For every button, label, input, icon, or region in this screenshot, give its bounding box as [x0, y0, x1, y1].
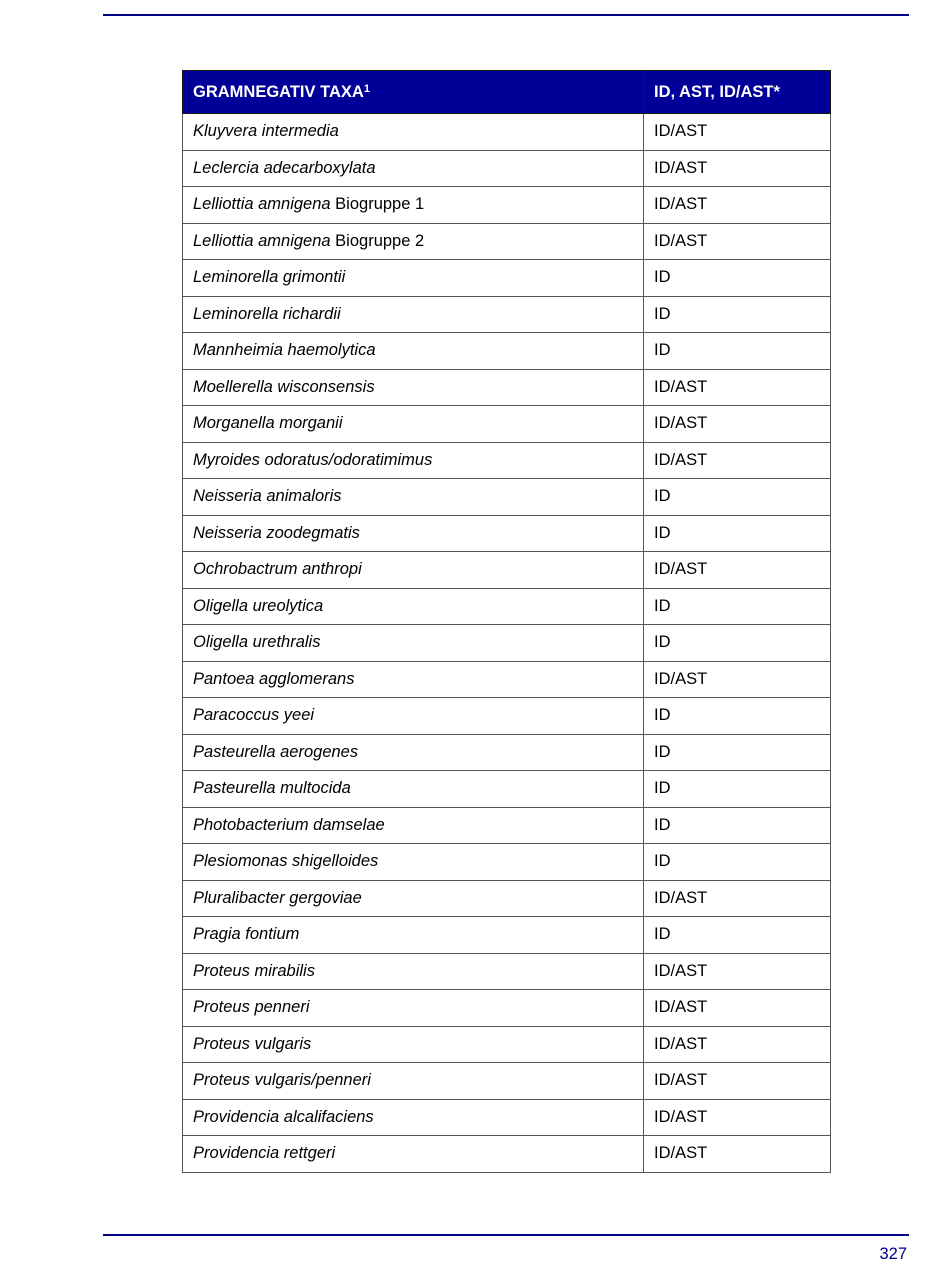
- table-row: [183, 698, 831, 735]
- species-name: Oligella urethralis: [193, 633, 321, 652]
- page-number: 327: [879, 1245, 907, 1263]
- table-row: [183, 1063, 831, 1100]
- id-ast-cell: ID: [644, 260, 831, 297]
- taxon-cell: [183, 661, 644, 698]
- bottom-rule: [103, 1234, 909, 1236]
- taxon-cell: [183, 588, 644, 625]
- table-row: [183, 406, 831, 443]
- header-id-ast: ID, AST, ID/AST*: [644, 71, 831, 114]
- species-name: Photobacterium damselae: [193, 815, 385, 834]
- table-row: [183, 296, 831, 333]
- taxon-cell: [183, 1099, 644, 1136]
- id-ast-cell: ID/AST: [644, 1136, 831, 1173]
- species-name: Neisseria animaloris: [193, 487, 342, 506]
- taxon-cell: [183, 223, 644, 260]
- taxon-cell: [183, 114, 644, 151]
- id-ast-cell: ID: [644, 296, 831, 333]
- species-name: Oligella ureolytica: [193, 596, 324, 615]
- header-footnote-marker: 1: [363, 82, 370, 95]
- table-row: [183, 150, 831, 187]
- table-row: [183, 333, 831, 370]
- id-ast-cell: ID: [644, 771, 831, 808]
- id-ast-cell: ID: [644, 515, 831, 552]
- table-row: [183, 114, 831, 151]
- species-name: Neisseria zoodegmatis: [193, 523, 360, 542]
- taxon-cell: [183, 880, 644, 917]
- taxon-cell: [183, 1136, 644, 1173]
- species-name: Providencia alcalifaciens: [193, 1107, 374, 1126]
- id-ast-cell: ID/AST: [644, 1026, 831, 1063]
- id-ast-cell: ID: [644, 734, 831, 771]
- id-ast-cell: ID: [644, 844, 831, 881]
- taxa-body: [183, 114, 831, 1173]
- species-name: Lelliottia amnigena: [193, 231, 331, 250]
- species-name: Morganella morganii: [193, 414, 343, 433]
- id-ast-cell: ID/AST: [644, 990, 831, 1027]
- table-row: [183, 771, 831, 808]
- species-name: Myroides odoratus/odoratimimus: [193, 450, 433, 469]
- top-rule: [103, 14, 909, 16]
- taxon-cell: [183, 953, 644, 990]
- table-row: [183, 515, 831, 552]
- species-name: Leminorella grimontii: [193, 268, 346, 287]
- table-row: [183, 1099, 831, 1136]
- taxa-table: [182, 70, 831, 1173]
- header-taxa: [183, 71, 644, 114]
- taxon-cell: [183, 406, 644, 443]
- species-name: Leclercia adecarboxylata: [193, 158, 376, 177]
- taxon-cell: [183, 807, 644, 844]
- table-row: [183, 880, 831, 917]
- table-row: [183, 807, 831, 844]
- id-ast-cell: ID/AST: [644, 442, 831, 479]
- table-row: [183, 917, 831, 954]
- id-ast-cell: ID/AST: [644, 369, 831, 406]
- species-name: Pragia fontium: [193, 925, 300, 944]
- table-row: [183, 625, 831, 662]
- taxon-cell: [183, 698, 644, 735]
- taxon-cell: [183, 187, 644, 224]
- species-name: Pluralibacter gergoviae: [193, 888, 362, 907]
- species-name: Moellerella wisconsensis: [193, 377, 375, 396]
- id-ast-cell: ID/AST: [644, 187, 831, 224]
- id-ast-cell: ID/AST: [644, 1099, 831, 1136]
- taxon-suffix: Biogruppe 1: [330, 195, 425, 214]
- table-row: [183, 844, 831, 881]
- table-header-row: [183, 71, 831, 114]
- taxon-cell: [183, 150, 644, 187]
- table-row: [183, 661, 831, 698]
- species-name: Pasteurella multocida: [193, 779, 351, 798]
- species-name: Plesiomonas shigelloides: [193, 852, 379, 871]
- species-name: Proteus penneri: [193, 998, 310, 1017]
- id-ast-cell: ID: [644, 588, 831, 625]
- taxon-cell: [183, 771, 644, 808]
- id-ast-cell: ID/AST: [644, 114, 831, 151]
- taxon-cell: [183, 844, 644, 881]
- taxon-cell: [183, 296, 644, 333]
- header-taxa-label: GRAMNEGATIV TAXA: [193, 82, 364, 101]
- taxon-cell: [183, 515, 644, 552]
- taxon-cell: [183, 442, 644, 479]
- species-name: Paracoccus yeei: [193, 706, 315, 725]
- table-row: [183, 1026, 831, 1063]
- id-ast-cell: ID: [644, 625, 831, 662]
- species-name: Ochrobactrum anthropi: [193, 560, 362, 579]
- taxon-cell: [183, 917, 644, 954]
- id-ast-cell: ID/AST: [644, 150, 831, 187]
- table-row: [183, 187, 831, 224]
- species-name: Leminorella richardii: [193, 304, 341, 323]
- taxon-suffix: Biogruppe 2: [330, 231, 425, 250]
- id-ast-cell: ID/AST: [644, 953, 831, 990]
- id-ast-cell: ID/AST: [644, 880, 831, 917]
- table-row: [183, 990, 831, 1027]
- table-row: [183, 442, 831, 479]
- table-row: [183, 260, 831, 297]
- species-name: Lelliottia amnigena: [193, 195, 331, 214]
- species-name: Pasteurella aerogenes: [193, 742, 359, 761]
- id-ast-cell: ID: [644, 698, 831, 735]
- taxon-cell: [183, 369, 644, 406]
- table-row: [183, 588, 831, 625]
- id-ast-cell: ID/AST: [644, 223, 831, 260]
- id-ast-cell: ID: [644, 333, 831, 370]
- id-ast-cell: ID/AST: [644, 661, 831, 698]
- id-ast-cell: ID/AST: [644, 1063, 831, 1100]
- taxon-cell: [183, 990, 644, 1027]
- taxon-cell: [183, 734, 644, 771]
- id-ast-cell: ID: [644, 917, 831, 954]
- species-name: Providencia rettgeri: [193, 1144, 336, 1163]
- species-name: Kluyvera intermedia: [193, 122, 339, 141]
- table-row: [183, 479, 831, 516]
- table-row: [183, 223, 831, 260]
- taxon-cell: [183, 1063, 644, 1100]
- id-ast-cell: ID/AST: [644, 406, 831, 443]
- id-ast-cell: ID/AST: [644, 552, 831, 589]
- taxon-cell: [183, 1026, 644, 1063]
- species-name: Proteus mirabilis: [193, 961, 315, 980]
- species-name: Mannheimia haemolytica: [193, 341, 376, 360]
- table-row: [183, 369, 831, 406]
- taxon-cell: [183, 260, 644, 297]
- table-row: [183, 552, 831, 589]
- table-row: [183, 1136, 831, 1173]
- taxon-cell: [183, 333, 644, 370]
- id-ast-cell: ID: [644, 479, 831, 516]
- species-name: Proteus vulgaris/penneri: [193, 1071, 371, 1090]
- id-ast-cell: ID: [644, 807, 831, 844]
- table-row: [183, 953, 831, 990]
- species-name: Proteus vulgaris: [193, 1034, 312, 1053]
- taxon-cell: [183, 479, 644, 516]
- taxon-cell: [183, 625, 644, 662]
- species-name: Pantoea agglomerans: [193, 669, 355, 688]
- taxon-cell: [183, 552, 644, 589]
- table-row: [183, 734, 831, 771]
